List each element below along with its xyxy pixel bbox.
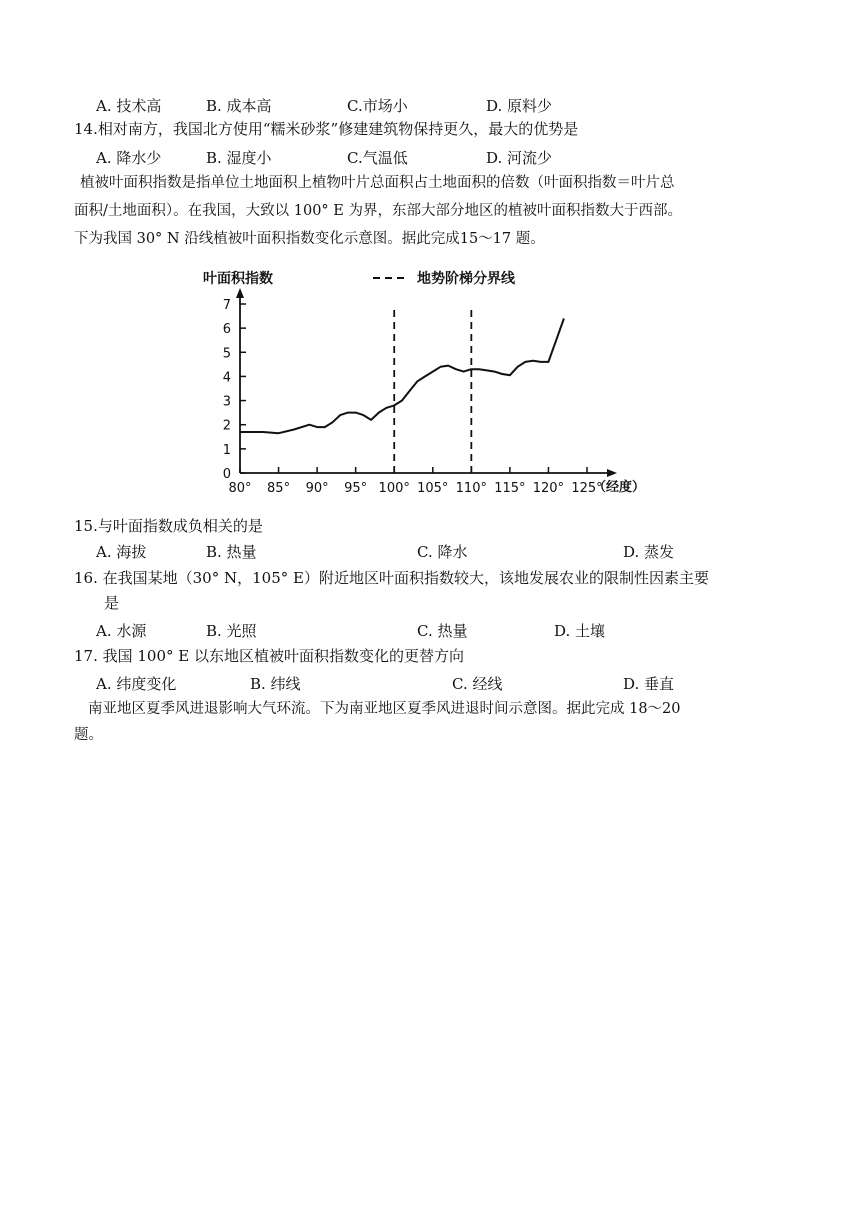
q16-option-d: D. 土壤 xyxy=(554,622,606,640)
x-axis-arrow xyxy=(607,469,617,477)
q16-option-c: C. 热量 xyxy=(417,622,468,640)
passage-line: 面积/土地面积）。在我国，大致以 100° E 为界，东部大部分地区的植被叶面积指数大于西部。 xyxy=(74,203,682,219)
y-axis-arrow xyxy=(236,288,244,298)
q15-option-d: D. 蒸发 xyxy=(623,543,675,561)
x-axis-label: （经度） xyxy=(593,480,646,495)
legend xyxy=(373,270,516,287)
x-tick-label: 80° xyxy=(228,481,252,496)
step-boundaries xyxy=(394,310,471,473)
chart-axes xyxy=(223,288,617,496)
q14-option-c: C.气温低 xyxy=(347,149,408,167)
x-tick-label: 115° xyxy=(494,481,526,496)
q15-option-c: C. 降水 xyxy=(417,543,468,561)
y-tick-label: 2 xyxy=(222,418,231,434)
passage-line: 下为我国 30° N 沿线植被叶面积指数变化示意图。据此完成15～17 题。 xyxy=(74,231,545,247)
x-tick-label: 105° xyxy=(417,481,449,496)
series-line xyxy=(240,319,564,434)
q15-option-a: A. 海拔 xyxy=(96,543,147,561)
q16-option-a: A. 水源 xyxy=(96,622,147,640)
x-tick-label: 125° xyxy=(571,481,603,496)
q13-option-b: B. 成本高 xyxy=(206,97,272,115)
x-tick-label: 95° xyxy=(344,481,368,496)
x-tick-label: 120° xyxy=(532,481,565,496)
plot-area xyxy=(240,319,564,434)
q13-option-c: C.市场小 xyxy=(347,97,408,115)
passage-line: 南亚地区夏季风进退影响大气环流。下为南亚地区夏季风进退时间示意图。据此完成 18～20 xyxy=(88,701,681,717)
legend-label: 地势阶梯分界线 xyxy=(417,271,515,287)
y-tick-label: 7 xyxy=(222,298,231,313)
q17-option-b: B. 纬线 xyxy=(250,675,301,693)
q15-question: 15.与叶面指数成负相关的是 xyxy=(74,517,263,535)
x-tick-label: 110° xyxy=(455,481,487,496)
y-tick-label: 4 xyxy=(222,370,231,386)
x-tick-label: 90° xyxy=(305,481,329,496)
q17-question: 17. 我国 100° E 以东地区植被叶面积指数变化的更替方向 xyxy=(74,647,465,665)
y-tick-label: 1 xyxy=(222,442,231,458)
q13-option-a: A. 技术高 xyxy=(96,97,162,115)
y-tick-label: 6 xyxy=(222,322,231,338)
q17-option-a: A. 纬度变化 xyxy=(96,675,177,693)
q14-option-b: B. 湿度小 xyxy=(206,149,272,167)
q17-option-d: D. 垂直 xyxy=(623,675,675,693)
passage-line: 植被叶面积指数是指单位土地面积上植物叶片总面积占土地面积的倍数（叶面积指数＝叶片总 xyxy=(80,175,675,191)
x-tick-label: 85° xyxy=(267,481,291,496)
q17-option-c: C. 经线 xyxy=(452,675,503,693)
x-tick-label: 100° xyxy=(378,481,410,496)
y-axis-label: 叶面积指数 xyxy=(203,271,273,287)
q13-option-d: D. 原料少 xyxy=(486,97,553,115)
q16-option-b: B. 光照 xyxy=(206,622,257,640)
q14-question: 14.相对南方，我国北方使用“糯米砂浆”修建建筑物保持更久，最大的优势是 xyxy=(74,120,579,138)
q16-question-cont: 是 xyxy=(104,594,120,612)
passage-line: 题。 xyxy=(74,727,103,743)
q16-question: 16. 在我国某地（30° N，105° E）附近地区叶面积指数较大，该地发展农业的限制性因素主要 xyxy=(74,569,709,587)
leaf-area-index-chart xyxy=(195,262,665,502)
q14-option-d: D. 河流少 xyxy=(486,149,553,167)
q15-option-b: B. 热量 xyxy=(206,543,257,561)
y-tick-label: 3 xyxy=(222,394,231,410)
y-tick-label: 0 xyxy=(222,467,231,482)
q14-option-a: A. 降水少 xyxy=(96,149,162,167)
y-tick-label: 5 xyxy=(222,346,231,362)
